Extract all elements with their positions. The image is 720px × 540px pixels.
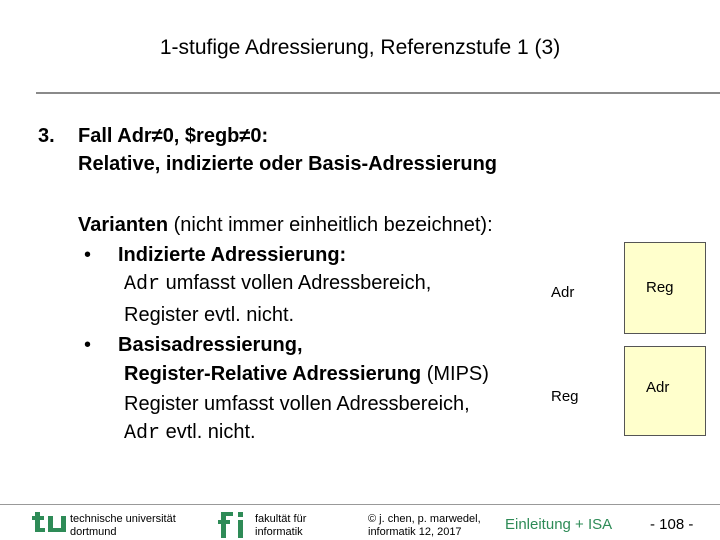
case-subheading: Relative, indizierte oder Basis-Adressierung (78, 153, 498, 175)
diagram-top-small-label: Adr (551, 284, 575, 301)
case-number: 3. (38, 125, 55, 147)
item-1-heading: Indizierte Adressierung: (118, 244, 347, 266)
item-2-line1-bold: Register-Relative Adressierung (124, 363, 422, 385)
variants-intro-rest: (nicht immer einheitlich bezeichnet): (168, 214, 493, 236)
item-2-heading: Basisadressierung, (118, 334, 303, 356)
bullet-2: • (84, 334, 92, 356)
item-1-line2: Register evtl. nicht. (124, 304, 295, 326)
item-1-code: Adr (124, 273, 161, 296)
item-2-code: Adr (124, 422, 161, 445)
variants-intro-bold: Varianten (78, 214, 169, 236)
fi-logo-icon (218, 510, 248, 540)
item-2-line1 (124, 363, 489, 386)
footer-university-line1: technische universität (70, 513, 176, 525)
diagram-bottom-box-label: Adr (646, 379, 670, 396)
slide-title: 1-stufige Adressierung, Referenzstufe 1 (3) (159, 36, 561, 59)
footer-divider (0, 504, 720, 505)
title-divider (36, 92, 720, 94)
item-2-line3-rest: evtl. nicht. (160, 421, 256, 443)
tu-logo-icon (32, 510, 68, 540)
footer-university-line2: dortmund (70, 526, 117, 538)
footer-section-label: Einleitung + ISA (505, 516, 613, 533)
footer-university (70, 513, 176, 539)
item-2-line3 (124, 421, 256, 445)
diagram-bottom-small-label: Reg (551, 388, 579, 405)
footer-faculty-line2: informatik (255, 526, 303, 538)
footer-faculty-line1: fakultät für (255, 513, 307, 525)
page-number: - 108 - (650, 516, 694, 533)
footer-faculty (255, 513, 306, 539)
bullet-1: • (84, 244, 92, 266)
item-1-line1 (124, 272, 431, 296)
item-2-line1-rest: (MIPS) (421, 363, 489, 385)
footer-copyright (368, 513, 481, 539)
footer-copyright-line1: © j. chen, p. marwedel, (368, 513, 481, 525)
item-2-line2: Register umfasst vollen Adressbereich, (124, 393, 470, 415)
case-heading: Fall Adr≠0, $regb≠0: (78, 125, 269, 147)
footer-copyright-line2: informatik 12, 2017 (368, 526, 462, 538)
item-1-line1-rest: umfasst vollen Adressbereich, (160, 272, 432, 294)
variants-intro (78, 214, 493, 237)
diagram-top-box-label: Reg (646, 279, 674, 296)
